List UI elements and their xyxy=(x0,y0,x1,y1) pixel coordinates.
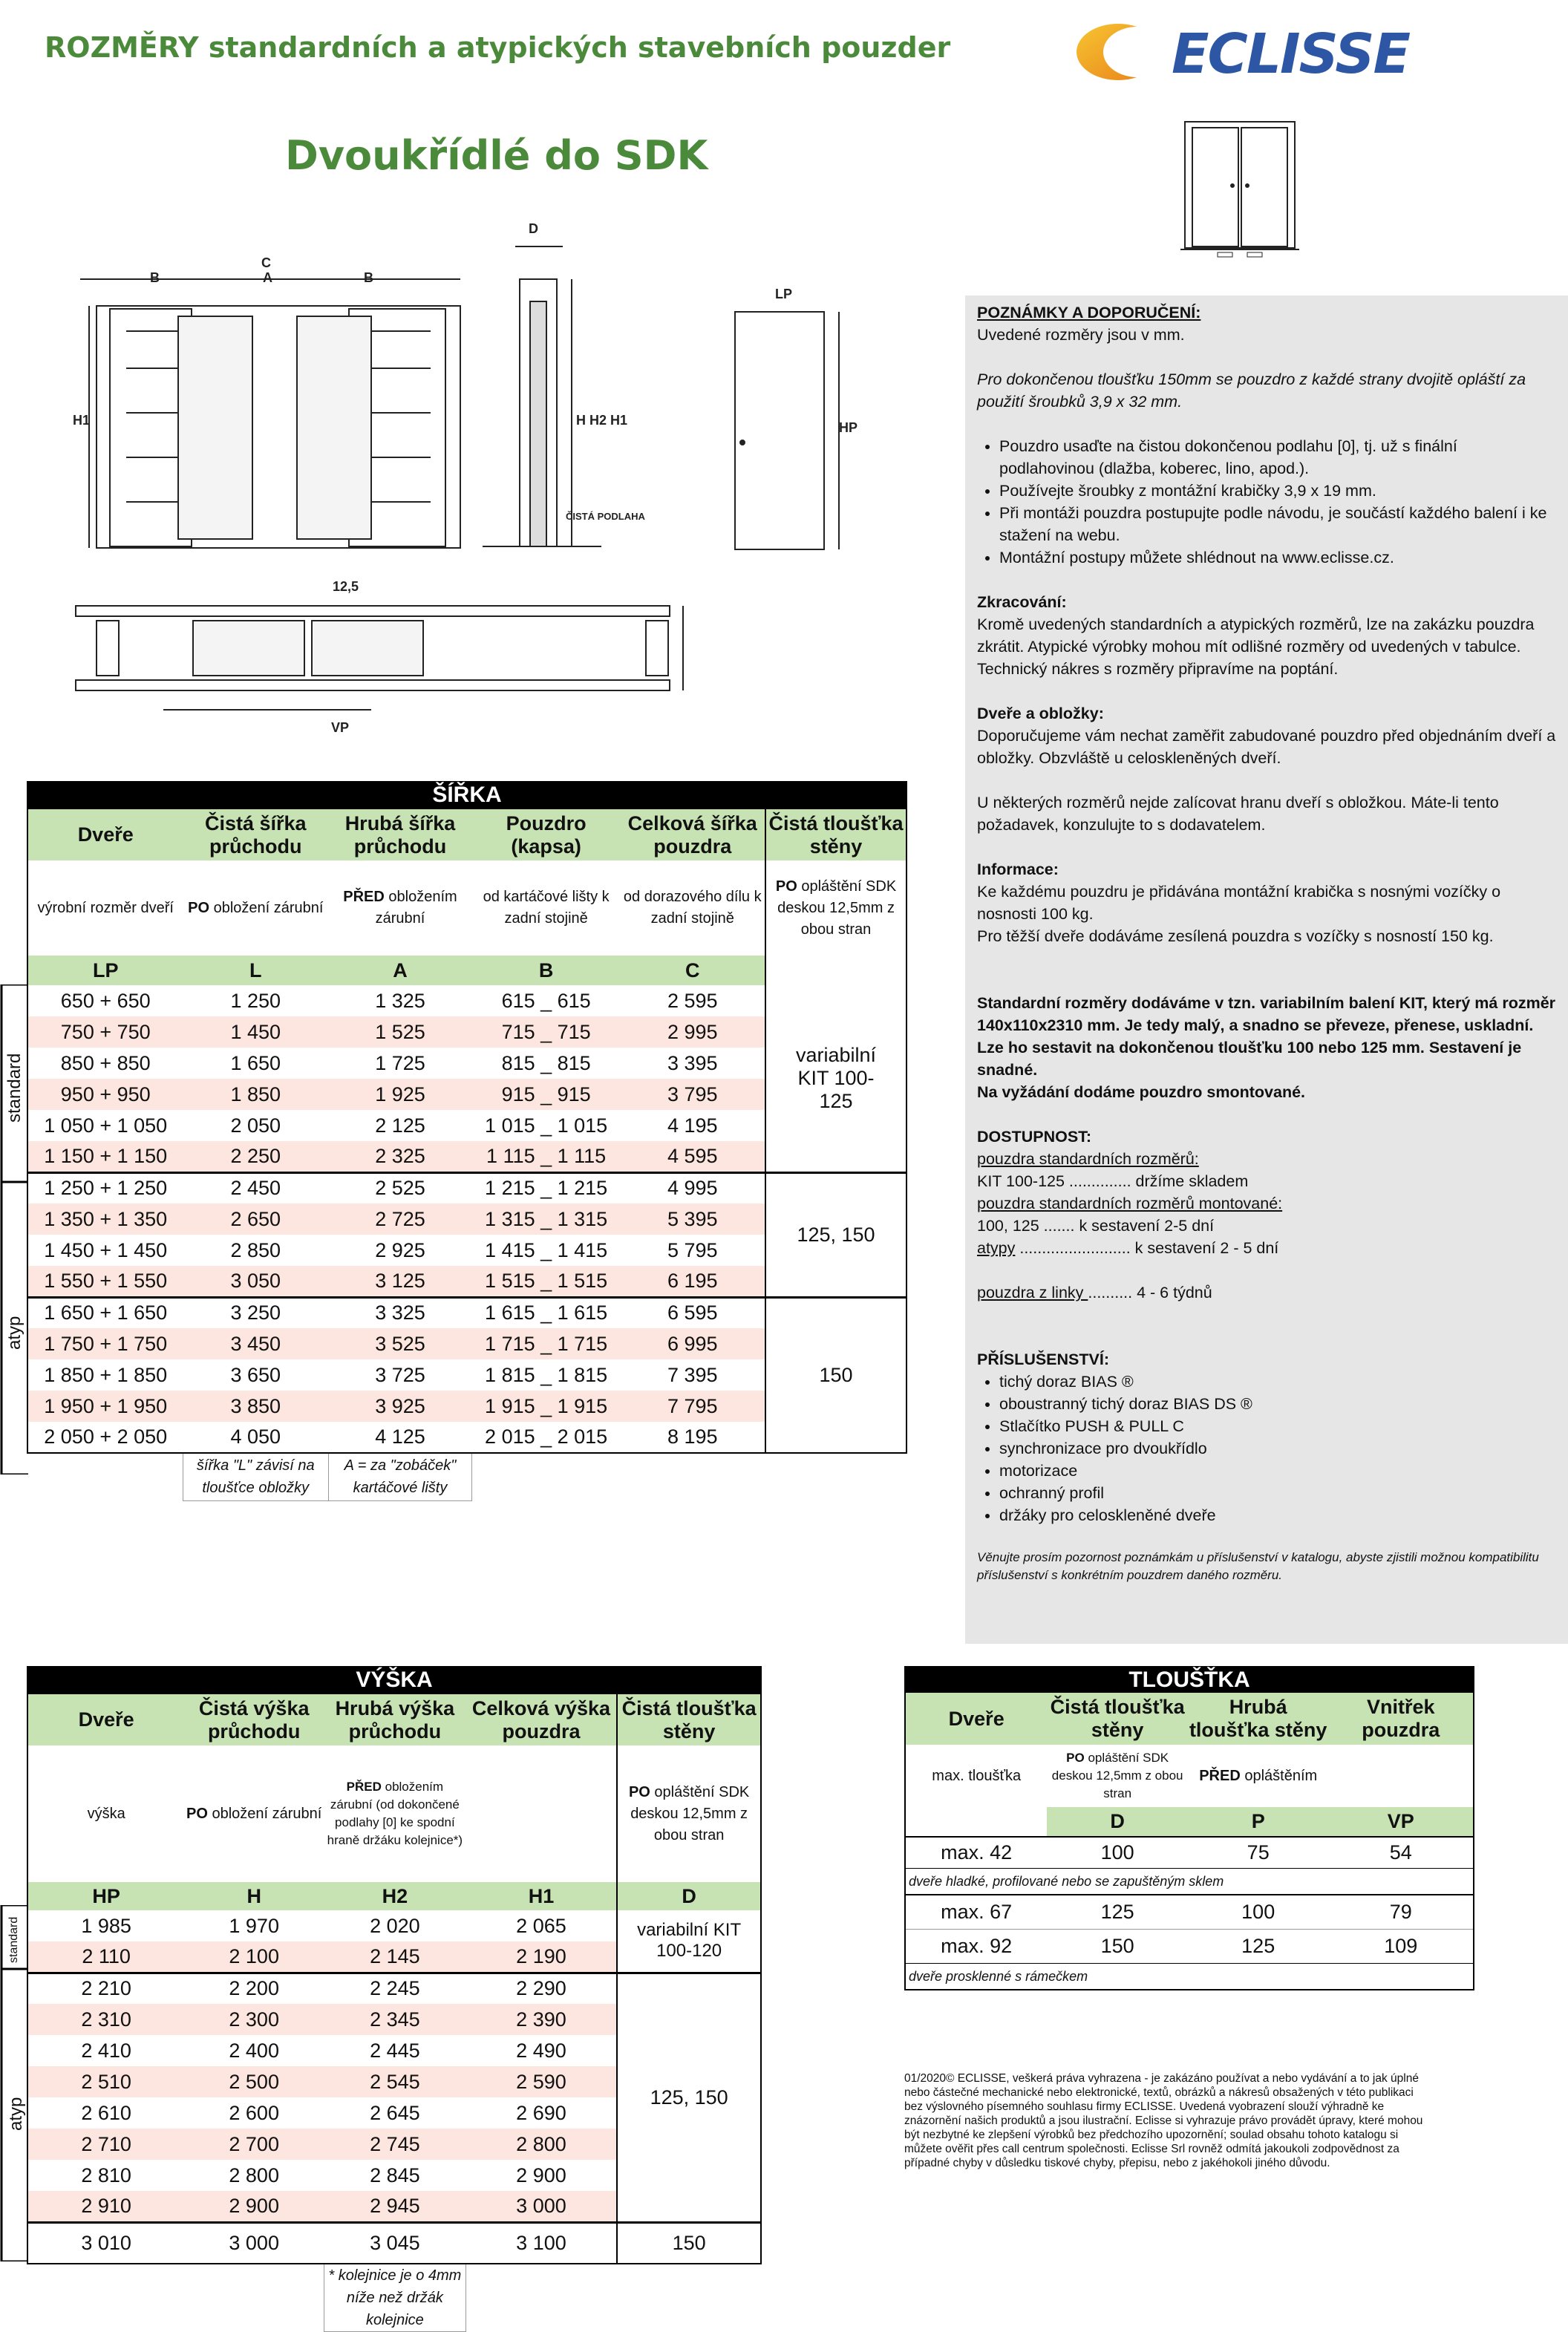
accessory-item: • synchronizace pro dvoukřídlo xyxy=(999,1437,1556,1460)
width-cell: 2 525 xyxy=(375,1177,425,1200)
height-cell: 3 045 xyxy=(370,2231,420,2254)
dim-lp-label: LP xyxy=(775,287,793,301)
thickness-cell: 75 xyxy=(1247,1841,1270,1864)
width-cell: 1 550 + 1 550 xyxy=(27,1266,183,1297)
width-cell: 615 _ 615 xyxy=(501,989,591,1012)
width-cell: 3 795 xyxy=(620,1079,765,1110)
height-cell: 1 985 xyxy=(27,1910,184,1941)
width-sub-tl-text: opláštění SDK deskou 12,5mm z obou stran xyxy=(777,878,897,938)
thickness-sub-tl-text: opláštění SDK deskou 12,5mm z obou stran xyxy=(1051,1751,1183,1800)
thickness-col-vnitrek: Vnitřek pouzdra xyxy=(1362,1696,1440,1741)
width-cell: 1 925 xyxy=(328,1079,472,1110)
remarks-bullet: • Při montáži pouzdra postupujte podle návodu, je součástí každého balení i ke stažení na webu. xyxy=(999,502,1556,546)
thickness-sub-hr-bold: PŘED xyxy=(1199,1767,1241,1784)
accessory-item: • Stlačítko PUSH & PULL C xyxy=(999,1415,1556,1437)
width-sub-pred xyxy=(328,860,472,956)
width-cell: 1 950 + 1 950 xyxy=(27,1391,183,1422)
thickness-row xyxy=(905,1929,1474,1963)
height-sub-tl-text: opláštění SDK deskou 12,5mm z obou stran xyxy=(630,1783,750,1843)
height-cell: 2 810 xyxy=(27,2160,184,2191)
thickness-cell: max. 92 xyxy=(941,1934,1013,1957)
thickness-cell: 54 xyxy=(1389,1841,1412,1864)
width-row xyxy=(27,985,906,1016)
width-cell: 3 050 xyxy=(183,1266,328,1297)
width-cell: 3 450 xyxy=(183,1328,328,1359)
height-cell: 2 390 xyxy=(466,2004,618,2035)
width-row xyxy=(27,1172,906,1203)
shorten-text: Kromě uvedených standardních a atypických rozměrů, lze na zakázku pouzdra zkrátit. Atypické výrobky mohou mít odlišné rozměry od uvedených v tabulce. Technický nákres s rozměry připravíme na poptání. xyxy=(977,615,1535,678)
width-sub-tl xyxy=(765,860,906,956)
width-cell: 2 125 xyxy=(375,1114,425,1137)
info-title: Informace: xyxy=(977,860,1059,878)
thickness-table-title: TLOUŠŤKA xyxy=(905,1667,1474,1693)
height-sub-empty xyxy=(466,1745,618,1882)
thickness-sub-hr-text: opláštěním xyxy=(1240,1767,1318,1784)
dim-vp-label: VP xyxy=(331,720,350,735)
height-code: H1 xyxy=(528,1884,555,1907)
width-cell: 6 595 xyxy=(667,1301,718,1325)
thickness-sub-hr xyxy=(1188,1745,1329,1807)
width-row xyxy=(27,1297,906,1328)
width-sub-po-bold: PO xyxy=(188,899,210,916)
width-cell: 3 250 xyxy=(230,1301,281,1325)
width-cell: 3 525 xyxy=(328,1328,472,1359)
remarks-italic: Pro dokončenou tloušťku 150mm se pouzdro z každé strany dvojitě opláští za použití šroubků 3,9 x 32 mm. xyxy=(977,370,1526,411)
width-cell: 1 650 + 1 650 xyxy=(27,1297,183,1328)
width-cell: 2 050 + 2 050 xyxy=(27,1422,183,1453)
width-cell: 3 725 xyxy=(375,1363,425,1386)
double-door-icon xyxy=(1180,119,1299,260)
width-cell: 2 650 xyxy=(183,1203,328,1235)
height-wall-cell: 150 xyxy=(617,2222,761,2264)
remarks-bullet: • Používejte šroubky z montážní krabičky 3,9 x 19 mm. xyxy=(999,480,1556,502)
thickness-col-cista: Čistá tloušťka stěny xyxy=(1050,1696,1185,1741)
remarks-list xyxy=(977,435,1556,569)
height-row xyxy=(27,1973,761,2004)
thickness-cell: 100 xyxy=(1100,1841,1134,1864)
height-cell: 2 020 xyxy=(370,1914,420,1937)
width-cell: 5 395 xyxy=(620,1203,765,1235)
height-wall-cell: variabilní KIT 100-120 xyxy=(617,1910,761,1973)
height-cell: 2 110 xyxy=(27,1941,184,1973)
kit-text: Standardní rozměry dodáváme v tzn. variabilním balení KIT, který má rozměr 140x110x2310 mm. Je tedy malý, a snadno se převeze, přenese, uskladní. Lze ho sestavit na dokončenou tloušťku 100 nebo 125 mm. Sestavení je snadné. xyxy=(977,994,1556,1079)
width-cell: 2 995 xyxy=(620,1016,765,1048)
thickness-sub-empty xyxy=(1328,1745,1474,1807)
height-sub-po xyxy=(184,1745,324,1882)
width-sub-po xyxy=(183,860,328,956)
width-cell: 1 815 _ 1 815 xyxy=(485,1363,608,1386)
height-cell: 2 800 xyxy=(466,2129,618,2160)
width-cell: 1 450 xyxy=(183,1016,328,1048)
width-sub-celk: od dorazového dílu k zadní stojině xyxy=(623,889,762,927)
width-wall-cell: 125, 150 xyxy=(765,1172,906,1297)
width-cell: 1 315 _ 1 315 xyxy=(472,1203,621,1235)
width-sub-pred-text: obložením zárubní xyxy=(375,889,457,927)
accessories-note: Věnujte prosím pozornost poznámkám u příslušenství v katalogu, abyste zjistili možnou kompatibilitu příslušenství s konkrétním pouzdrem daného rozměru. xyxy=(977,1550,1539,1582)
height-row xyxy=(27,2222,761,2264)
height-sub-po-text: obložení zárubní xyxy=(207,1805,322,1822)
width-cell: 1 015 _ 1 015 xyxy=(485,1114,608,1137)
height-cell: 2 300 xyxy=(184,2004,324,2035)
height-cell: 3 000 xyxy=(229,2231,279,2254)
dim-h1-label: H1 xyxy=(73,413,91,428)
width-col-tloustka: Čistá tloušťka stěny xyxy=(765,809,906,860)
height-cell: 2 745 xyxy=(324,2129,466,2160)
brand-name: ECLISSE xyxy=(1172,22,1410,86)
height-cell: 2 900 xyxy=(184,2191,324,2222)
availability-line xyxy=(977,1281,1556,1304)
availability-title: DOSTUPNOST: xyxy=(977,1128,1092,1146)
height-col-dvere: Dveře xyxy=(27,1694,184,1745)
width-note-a: A = za "zobáček" kartáčové lišty xyxy=(328,1453,472,1500)
thickness-table xyxy=(904,1666,1474,1990)
height-code: H2 xyxy=(382,1884,408,1907)
height-col-tloustka: Čistá tloušťka stěny xyxy=(617,1694,761,1745)
height-cell: 2 910 xyxy=(27,2191,184,2222)
height-cell: 2 400 xyxy=(229,2039,279,2062)
width-cell: 1 615 _ 1 615 xyxy=(485,1301,608,1325)
width-sub-dvere: výrobní rozměr dveří xyxy=(27,860,183,956)
width-cell: 3 925 xyxy=(328,1391,472,1422)
availability-atyp-time: ......................... k sestavení 2 - 5 dní xyxy=(1015,1239,1279,1257)
availability-line xyxy=(977,1237,1556,1259)
height-cell: 3 010 xyxy=(27,2222,184,2264)
height-sub-pred-bold: PŘED xyxy=(346,1780,382,1794)
height-cell: 1 970 xyxy=(229,1914,279,1937)
height-sub-pred-text: obložením zárubní (od dokončené podlahy [0] ke spodní hraně držáku kolejnice*) xyxy=(327,1780,463,1847)
width-cell: 3 325 xyxy=(375,1301,425,1325)
availability-line: KIT 100-125 .............. držíme skladem xyxy=(977,1172,1249,1190)
height-cell: 2 900 xyxy=(516,2163,566,2186)
height-cell: 2 600 xyxy=(229,2101,279,2124)
page-subtitle: Dvoukřídlé do SDK xyxy=(285,132,708,179)
height-note-empty xyxy=(466,2264,618,2332)
dim-hp-label: HP xyxy=(839,420,858,435)
width-cell: 6 195 xyxy=(620,1266,765,1297)
width-cell: 1 850 xyxy=(183,1079,328,1110)
height-note-empty xyxy=(27,2264,184,2332)
accessories-list xyxy=(977,1371,1556,1526)
width-cell: 3 395 xyxy=(667,1051,718,1074)
width-cell: 850 + 850 xyxy=(27,1048,183,1079)
width-cell: 2 850 xyxy=(230,1238,281,1261)
height-cell: 2 065 xyxy=(516,1914,566,1937)
width-cell: 1 050 + 1 050 xyxy=(27,1110,183,1141)
width-sub-po-text: obložení zárubní xyxy=(209,899,324,916)
height-cell: 2 500 xyxy=(184,2066,324,2097)
thickness-cell: 100 xyxy=(1241,1900,1275,1923)
dim-b-label: B xyxy=(150,270,160,285)
info-text-2: Pro těžší dveře dodáváme zesílená pouzdra s vozíčky s nosností 150 kg. xyxy=(977,927,1494,945)
width-note-empty xyxy=(472,1453,621,1500)
height-code: H xyxy=(246,1884,261,1907)
width-cell: 6 995 xyxy=(620,1328,765,1359)
height-side-brackets xyxy=(0,1905,30,2261)
height-note-h2: * kolejnice je o 4mm níže než držák kolejnice xyxy=(324,2264,466,2332)
page-title: ROZMĚRY standardních a atypických stavebních pouzder xyxy=(45,31,951,64)
width-wall-cell: 150 xyxy=(765,1297,906,1453)
width-cell: 7 795 xyxy=(620,1391,765,1422)
thickness-note-2: dveře prosklenné s rámečkem xyxy=(909,1968,1088,1984)
thickness-cell: max. 67 xyxy=(941,1900,1013,1923)
width-wall-cell: variabilní KIT 100-125 xyxy=(765,985,906,1172)
width-cell: 750 + 750 xyxy=(27,1016,183,1048)
accessory-item: • oboustranný tichý doraz BIAS DS ® xyxy=(999,1393,1556,1415)
height-table xyxy=(27,1666,762,2332)
height-sub-po-bold: PO xyxy=(186,1805,208,1822)
availability-linka-time: .......... 4 - 6 týdnů xyxy=(1088,1284,1212,1301)
doors-text-2: U některých rozměrů nejde zalícovat hranu dveří s obložkou. Máte-li tento požadavek, konzulujte to s dodavatelem. xyxy=(977,794,1499,834)
thickness-row xyxy=(905,1895,1474,1929)
height-side-standard: standard xyxy=(7,1916,20,1963)
width-table-title: ŠÍŘKA xyxy=(27,782,906,809)
eclisse-logo xyxy=(1074,19,1410,86)
width-col-kapsa: Pouzdro (kapsa) xyxy=(506,811,587,858)
width-cell: 8 195 xyxy=(667,1425,718,1448)
width-cell: 3 125 xyxy=(328,1266,472,1297)
width-cell: 1 715 _ 1 715 xyxy=(472,1328,621,1359)
height-col-celkova: Celková výška pouzdra xyxy=(471,1696,611,1743)
width-cell: 1 450 + 1 450 xyxy=(27,1235,183,1266)
thickness-code-empty xyxy=(905,1807,1047,1837)
width-col-cista: Čistá šířka průchodu xyxy=(204,811,307,858)
width-cell: 1 350 + 1 350 xyxy=(27,1203,183,1235)
height-cell: 2 710 xyxy=(27,2129,184,2160)
width-side-standard: standard xyxy=(4,1053,24,1123)
width-col-hruba: Hrubá šířka průchodu xyxy=(344,811,456,858)
height-cell: 2 200 xyxy=(229,1977,279,2000)
width-note-empty xyxy=(765,1453,906,1500)
width-cell: 7 395 xyxy=(667,1363,718,1386)
remarks-title: POZNÁMKY A DOPORUČENÍ: xyxy=(977,304,1201,321)
width-code: C xyxy=(685,958,700,982)
width-table xyxy=(27,781,907,1501)
thickness-cell: 150 xyxy=(1100,1934,1134,1957)
width-side-brackets xyxy=(0,984,30,1474)
availability-line: 100, 125 ....... k sestavení 2-5 dní xyxy=(977,1217,1215,1235)
height-sub-tl-bold: PO xyxy=(628,1783,650,1800)
width-note-empty xyxy=(27,1453,183,1500)
legal-footer: 01/2020© ECLISSE, veškerá práva vyhrazena - je zakázáno používat a nebo vydávání a to jak úplné nebo částečné mechanické nebo elektronické, textů, obrázků a nákresů obsažených v této publikaci bez výslovného písemného souhlasu firmy ECLISSE. Uvedená vyobrazení slouží výhradně ke znázornění našich produktů a jsou ilustrační. Eclisse si vyhrazuje právo provádět úpravy, které mohou být nezbytné ke zlepšení výrobků bez předchozího upozornění; soulad obsahu tohoto katalogu si můžete ověřit přes call centrum společnosti. Eclisse Srl rovněž odmítá jakoukoli zodpovědnost za případné chyby v důsledku tiskové chyby, přepisu, nebo z jakéhokoli jiného důvodu. xyxy=(904,2072,1423,2169)
height-cell: 2 545 xyxy=(324,2066,466,2097)
dim-d125-label: 12,5 xyxy=(333,579,359,594)
dim-c-label: C xyxy=(261,255,271,270)
height-cell: 2 445 xyxy=(370,2039,420,2062)
dim-b2-label: B xyxy=(364,270,373,285)
width-cell: 815 _ 815 xyxy=(501,1051,591,1074)
thickness-sub-tl xyxy=(1047,1745,1188,1807)
width-sub-tl-bold: PO xyxy=(775,878,797,895)
availability-linka: pouzdra z linky xyxy=(977,1284,1088,1301)
width-side-atyp: atyp xyxy=(4,1316,24,1350)
availability-line: pouzdra standardních rozměrů montované: xyxy=(977,1195,1283,1212)
height-cell: 2 945 xyxy=(324,2191,466,2222)
height-cell: 2 100 xyxy=(184,1941,324,1973)
accessories-title: PŘÍSLUŠENSTVÍ: xyxy=(977,1350,1109,1368)
width-code: LP xyxy=(27,956,183,985)
thickness-code: D xyxy=(1110,1810,1125,1832)
width-cell: 2 725 xyxy=(328,1203,472,1235)
height-cell: 2 410 xyxy=(27,2035,184,2066)
width-cell: 2 595 xyxy=(667,989,718,1012)
doors-title: Dveře a obložky: xyxy=(977,705,1104,722)
availability-atyp: atypy xyxy=(977,1239,1016,1257)
height-cell: 2 700 xyxy=(184,2129,324,2160)
width-cell: 3 850 xyxy=(183,1391,328,1422)
width-note-l: šířka "L" závisí na tloušťce obložky xyxy=(183,1453,328,1500)
height-wall-cell: 125, 150 xyxy=(617,1973,761,2222)
floor-label: ČISTÁ PODLAHA xyxy=(566,511,645,522)
width-cell: 4 050 xyxy=(230,1425,281,1448)
height-cell: 2 145 xyxy=(324,1941,466,1973)
width-cell: 4 595 xyxy=(620,1141,765,1172)
height-code: D xyxy=(617,1882,761,1910)
thickness-cell: 125 xyxy=(1241,1934,1275,1957)
thickness-col-hruba: Hrubá tloušťka stěny xyxy=(1189,1696,1327,1741)
availability-line: pouzdra standardních rozměrů: xyxy=(977,1150,1199,1168)
width-code: A xyxy=(393,958,408,982)
width-cell: 950 + 950 xyxy=(27,1079,183,1110)
height-sub-pred xyxy=(324,1745,466,1882)
height-col-hruba: Hrubá výška průchodu xyxy=(335,1696,455,1743)
shorten-title: Zkracování: xyxy=(977,593,1067,611)
width-cell: 1 215 _ 1 215 xyxy=(485,1177,608,1200)
width-col-dvere: Dveře xyxy=(27,809,183,860)
width-cell: 2 325 xyxy=(328,1141,472,1172)
dim-h2h1-label: H H2 H1 xyxy=(576,413,628,428)
remarks-bullet: • Montážní postupy můžete shlédnout na www.eclisse.cz. xyxy=(999,546,1556,569)
thickness-row xyxy=(905,1837,1474,1868)
width-cell: 2 015 _ 2 015 xyxy=(485,1425,608,1448)
thickness-cell: 79 xyxy=(1389,1900,1412,1923)
thickness-col-dvere: Dveře xyxy=(948,1707,1004,1730)
width-col-celkova: Celková šířka pouzdra xyxy=(627,811,757,858)
height-cell: 2 800 xyxy=(229,2163,279,2186)
height-cell: 2 210 xyxy=(27,1973,184,2004)
width-cell: 1 850 + 1 850 xyxy=(27,1359,183,1391)
thickness-code: VP xyxy=(1387,1810,1414,1832)
height-cell: 2 610 xyxy=(27,2097,184,2129)
width-cell: 715 _ 715 xyxy=(472,1016,621,1048)
dim-a-label: A xyxy=(263,270,272,285)
height-cell: 3 000 xyxy=(466,2191,618,2222)
width-cell: 3 650 xyxy=(230,1363,281,1386)
height-cell: 2 490 xyxy=(516,2039,566,2062)
width-cell: 1 915 _ 1 915 xyxy=(472,1391,621,1422)
width-code-empty xyxy=(765,956,906,985)
height-cell: 2 290 xyxy=(516,1977,566,2000)
width-code: L xyxy=(249,958,262,982)
height-cell: 2 345 xyxy=(324,2004,466,2035)
thickness-cell: 109 xyxy=(1384,1934,1418,1957)
thickness-sub-dvere: max. tloušťka xyxy=(932,1767,1022,1784)
thickness-cell: max. 42 xyxy=(941,1841,1013,1864)
height-cell: 2 590 xyxy=(466,2066,618,2097)
height-sub-dvere: výška xyxy=(27,1745,184,1882)
notes-panel xyxy=(965,295,1568,1644)
doors-text: Doporučujeme vám nechat zaměřit zabudované pouzdro před objednáním dveří a obložky. Obzvláště u celoskleněných dveří. xyxy=(977,727,1556,767)
width-note-empty xyxy=(620,1453,765,1500)
width-cell: 1 515 _ 1 515 xyxy=(472,1266,621,1297)
logo-globe-icon xyxy=(1074,19,1170,82)
width-cell: 1 725 xyxy=(375,1051,425,1074)
height-cell: 2 690 xyxy=(516,2101,566,2124)
width-code: B xyxy=(538,958,554,982)
info-text: Ke každému pouzdru je přidávána montážní krabička s nosnými vozíčky o nosnosti 100 kg. xyxy=(977,883,1501,923)
accessory-item: • tichý doraz BIAS ® xyxy=(999,1371,1556,1393)
height-note-empty xyxy=(617,2264,761,2332)
height-row xyxy=(27,1910,761,1941)
accessory-item: • ochranný profil xyxy=(999,1482,1556,1504)
remarks-bullet: • Pouzdro usaďte na čistou dokončenou podlahu [0], tj. už s finální podlahovinou (dlažba, koberec, lino, apod.). xyxy=(999,435,1556,480)
width-cell: 1 325 xyxy=(375,989,425,1012)
width-cell: 4 125 xyxy=(375,1425,425,1448)
width-sub-pred-bold: PŘED xyxy=(343,889,385,905)
width-cell: 2 250 xyxy=(183,1141,328,1172)
width-cell: 1 150 + 1 150 xyxy=(27,1141,183,1172)
height-code: HP xyxy=(27,1882,184,1910)
width-cell: 2 450 xyxy=(230,1177,281,1200)
height-cell: 2 190 xyxy=(466,1941,618,1973)
height-note-empty xyxy=(184,2264,324,2332)
height-col-cista: Čistá výška průchodu xyxy=(198,1696,310,1743)
remarks-units: Uvedené rozměry jsou v mm. xyxy=(977,326,1185,344)
thickness-code: P xyxy=(1251,1810,1265,1832)
accessory-item: • motorizace xyxy=(999,1460,1556,1482)
width-cell: 5 795 xyxy=(667,1238,718,1261)
width-cell: 1 250 + 1 250 xyxy=(27,1172,183,1203)
height-side-atyp: atyp xyxy=(6,2097,26,2131)
height-cell: 2 845 xyxy=(370,2163,420,2186)
technical-drawing xyxy=(67,220,958,739)
thickness-sub-tl-bold: PO xyxy=(1066,1751,1085,1765)
width-cell: 4 995 xyxy=(667,1177,718,1200)
kit-text-2: Na vyžádání dodáme pouzdro smontované. xyxy=(977,1083,1306,1101)
width-cell: 1 650 xyxy=(230,1051,281,1074)
height-cell: 2 510 xyxy=(27,2066,184,2097)
width-cell: 650 + 650 xyxy=(27,985,183,1016)
width-cell: 4 195 xyxy=(667,1114,718,1137)
height-cell: 2 245 xyxy=(370,1977,420,2000)
height-cell: 3 100 xyxy=(516,2231,566,2254)
width-cell: 1 750 + 1 750 xyxy=(27,1328,183,1359)
dim-d-label: D xyxy=(529,221,538,236)
width-cell: 1 250 xyxy=(230,989,281,1012)
width-cell: 1 415 _ 1 415 xyxy=(485,1238,608,1261)
thickness-cell: 125 xyxy=(1100,1900,1134,1923)
width-cell: 2 925 xyxy=(375,1238,425,1261)
height-sub-tl xyxy=(617,1745,761,1882)
width-sub-kapsa: od kartáčové lišty k zadní stojině xyxy=(483,889,610,927)
thickness-note-1: dveře hladké, profilované nebo se zapuštěným sklem xyxy=(909,1873,1224,1889)
accessory-item: • držáky pro celoskleněné dveře xyxy=(999,1504,1556,1526)
width-cell: 2 050 xyxy=(230,1114,281,1137)
width-cell: 1 115 _ 1 115 xyxy=(472,1141,621,1172)
width-cell: 915 _ 915 xyxy=(472,1079,621,1110)
width-cell: 1 525 xyxy=(328,1016,472,1048)
height-table-title: VÝŠKA xyxy=(27,1667,761,1694)
height-cell: 2 310 xyxy=(27,2004,184,2035)
height-cell: 2 645 xyxy=(370,2101,420,2124)
